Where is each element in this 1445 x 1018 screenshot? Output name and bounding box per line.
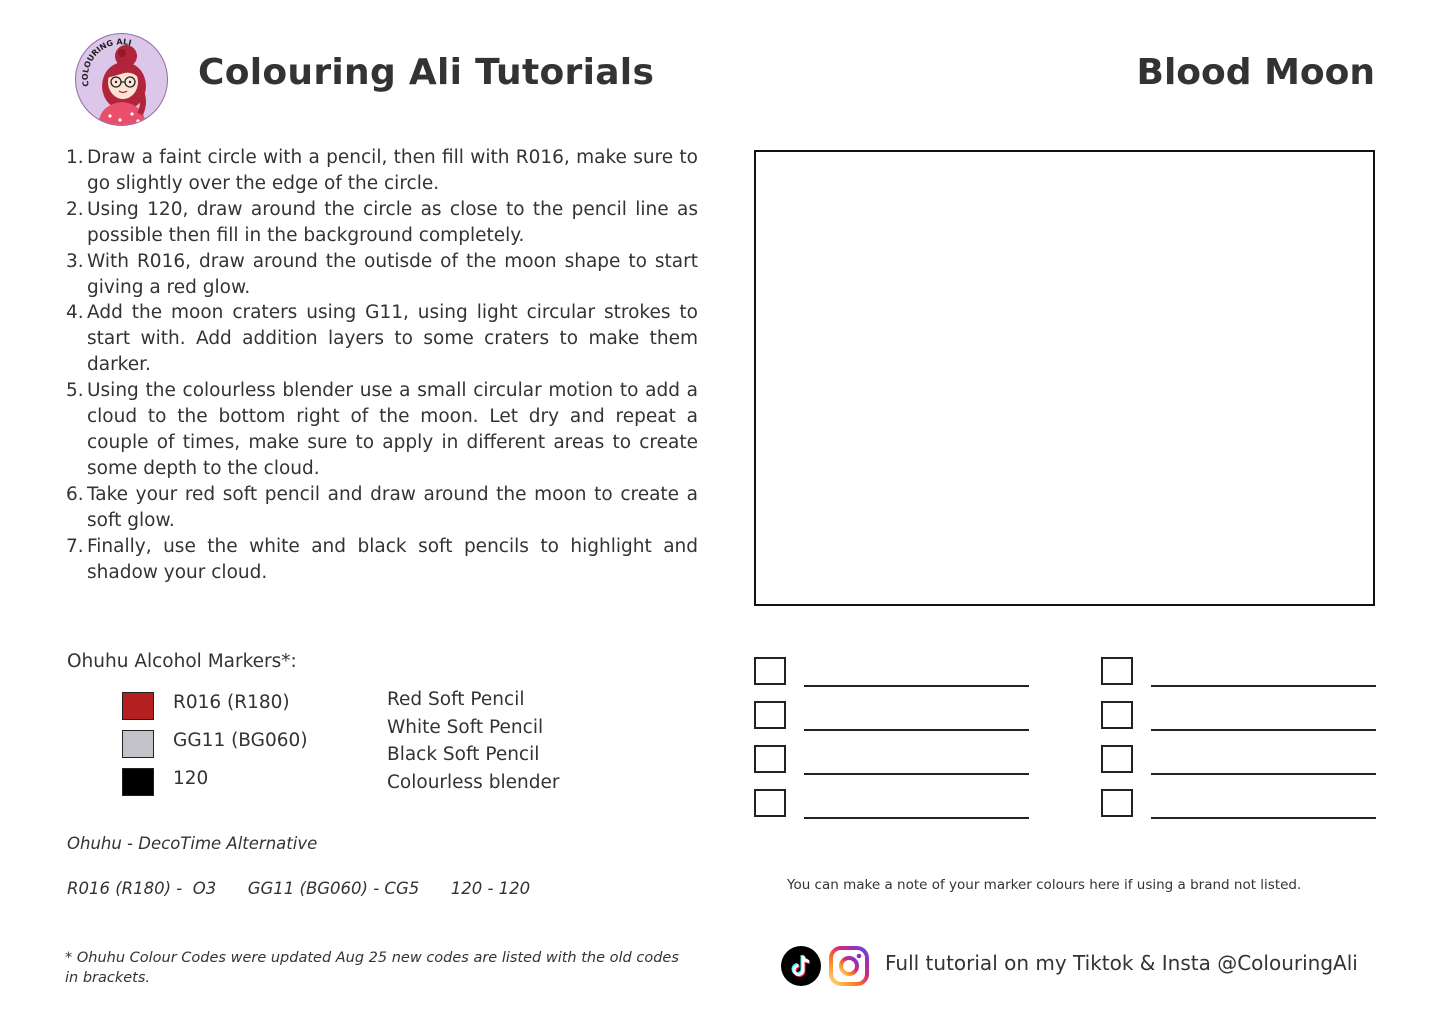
colour-note-line[interactable]: [1151, 685, 1376, 687]
marker-swatch-120: [122, 768, 154, 796]
colour-note-line[interactable]: [804, 685, 1029, 687]
alt-code: 120 - 120: [450, 879, 531, 898]
marker-label: R016 (R180): [173, 692, 290, 713]
marker-label: 120: [173, 768, 209, 789]
alt-code: R016 (R180) - O3: [67, 879, 217, 898]
step-item: [66, 300, 698, 378]
colour-note-line[interactable]: [804, 729, 1029, 731]
instruction-steps: [66, 145, 698, 585]
step-item: [66, 197, 698, 249]
marker-note-text: You can make a note of your marker colours here if using a brand not listed.: [787, 877, 1302, 893]
step-number: 6.: [66, 483, 84, 505]
step-text: Using the colourless blender use a small circular motion to add a cloud to the bottom right of the moon. Let dry and repeat a couple of times, make sure to apply in different areas to create some depth to the cloud.: [87, 380, 698, 479]
pencil-item: Red Soft Pencil: [387, 689, 525, 710]
colour-checkbox[interactable]: [1101, 701, 1133, 729]
svg-text:COLOURING ALI: COLOURING ALI: [80, 37, 133, 88]
step-item: [66, 249, 698, 301]
step-text: Add the moon craters using G11, using light circular strokes to start with. Add addition layers to some craters to make them darker.: [87, 302, 698, 376]
step-item: [66, 534, 698, 586]
alternative-title: Ohuhu - DecoTime Alternative: [67, 834, 318, 853]
step-item: [66, 145, 698, 197]
pencil-list: [387, 686, 559, 797]
step-number: 3.: [66, 250, 84, 272]
marker-swatch-r016: [122, 692, 154, 720]
colour-checkbox[interactable]: [1101, 745, 1133, 773]
markers-title: Ohuhu Alcohol Markers*:: [67, 651, 297, 672]
colour-checkbox[interactable]: [754, 745, 786, 773]
pencil-item: Black Soft Pencil: [387, 744, 540, 766]
step-number: 4.: [66, 302, 84, 324]
alternative-codes: [67, 879, 530, 898]
colour-checkbox[interactable]: [1101, 657, 1133, 685]
step-text: Using 120, draw around the circle as close to the pencil line as possible then fill in the background completely.: [87, 198, 698, 246]
tiktok-icon[interactable]: [781, 946, 821, 986]
pencil-item: Colourless blender: [387, 772, 560, 794]
step-text: Take your red soft pencil and draw around the moon to create a soft glow.: [87, 483, 698, 531]
colour-checkbox[interactable]: [754, 701, 786, 729]
instagram-icon[interactable]: [829, 946, 869, 986]
step-text: With R016, draw around the outisde of the moon shape to start giving a red glow.: [87, 250, 698, 298]
step-number: 7.: [66, 535, 84, 557]
footnote: * Ohuhu Colour Codes were updated Aug 25 new codes are listed with the old codes in brackets.: [65, 950, 679, 986]
step-number: 2.: [66, 198, 84, 220]
header-title: Colouring Ali Tutorials: [198, 52, 655, 93]
colour-note-line[interactable]: [1151, 773, 1376, 775]
colour-checkbox[interactable]: [1101, 789, 1133, 817]
step-number: 5.: [66, 380, 84, 402]
colour-note-line[interactable]: [804, 773, 1029, 775]
tutorial-name: Blood Moon: [1136, 52, 1375, 93]
marker-label: GG11 (BG060): [173, 730, 308, 751]
colour-note-line[interactable]: [1151, 817, 1376, 819]
step-item: [66, 482, 698, 534]
colour-checkbox[interactable]: [754, 657, 786, 685]
pencil-item: White Soft Pencil: [387, 716, 544, 738]
social-link-text: Full tutorial on my Tiktok & Insta @ColouringAli: [885, 951, 1358, 975]
colour-note-line[interactable]: [804, 817, 1029, 819]
colour-note-line[interactable]: [1151, 729, 1376, 731]
colour-checkbox[interactable]: [754, 789, 786, 817]
colouring-ali-logo: [75, 33, 168, 126]
drawing-area-frame: [754, 150, 1375, 606]
alt-code: GG11 (BG060) - CG5: [247, 879, 420, 898]
step-number: 1.: [66, 147, 84, 168]
marker-swatch-gg11: [122, 730, 154, 758]
step-text: Finally, use the white and black soft pencils to highlight and shadow your cloud.: [87, 535, 698, 583]
step-item: [66, 378, 698, 482]
step-text: Draw a faint circle with a pencil, then fill with R016, make sure to go slightly over the edge of the circle.: [87, 147, 698, 194]
